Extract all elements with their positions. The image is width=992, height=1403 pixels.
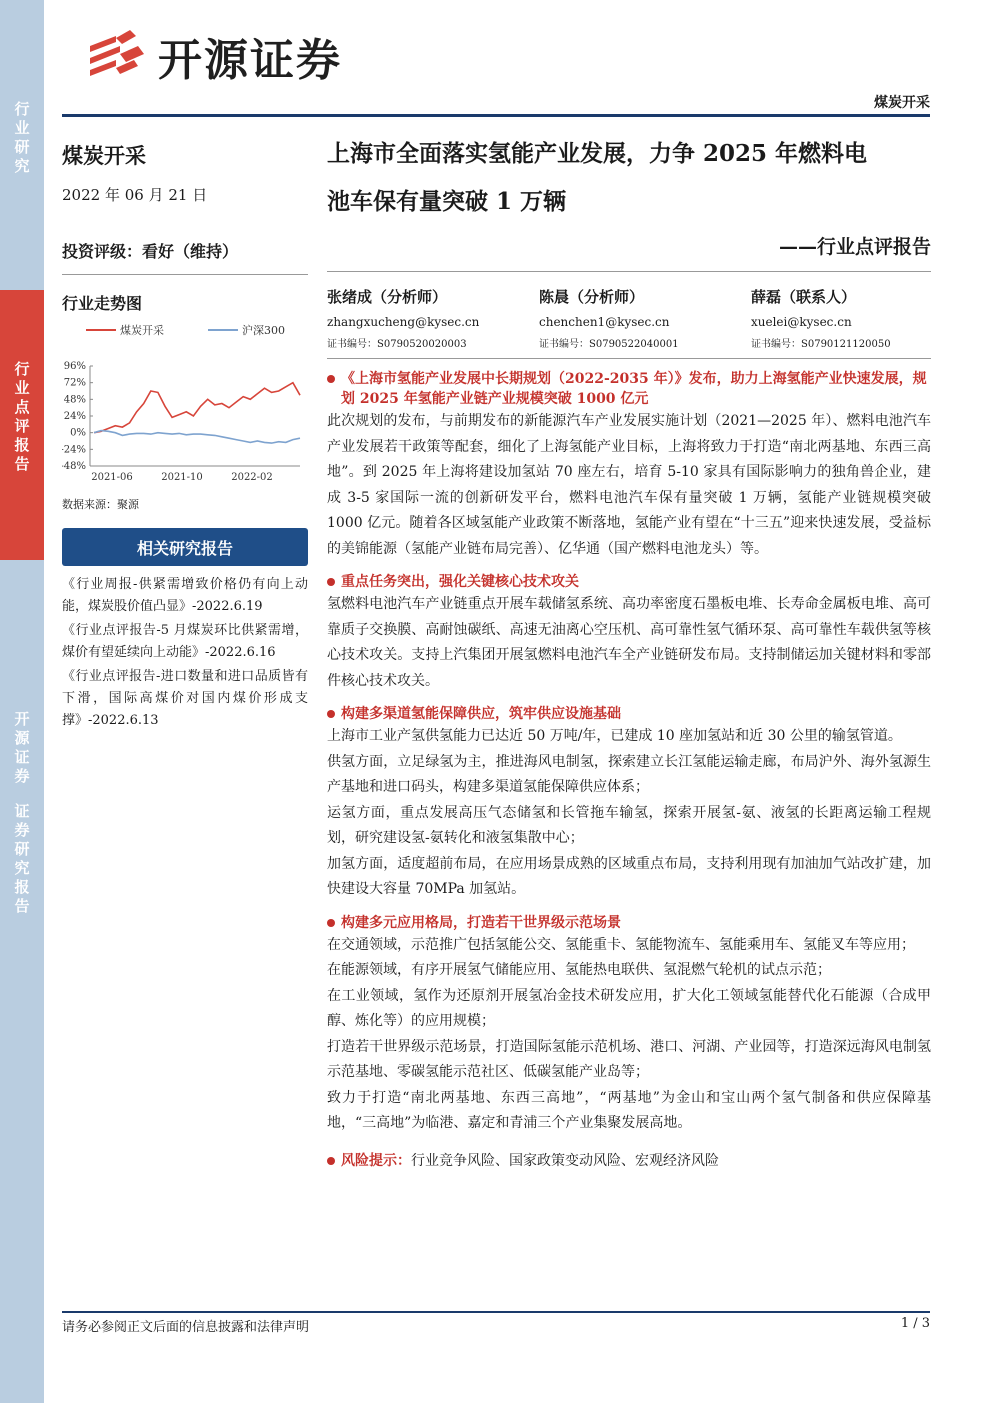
risk-heading: 风险提示： <box>341 1152 411 1169</box>
chart-source: 数据来源：聚源 <box>62 498 139 511</box>
logo-text: 开源证券 <box>158 35 342 86</box>
paragraph: 打造若干世界级示范场景，打造国际氢能示范机场、港口、河湖、产业园等，打造深远海风电制氢示范基地、零碳氢能示范社区、低碳氢能产业岛等； <box>327 1038 931 1080</box>
side-char: 究 <box>14 859 30 877</box>
side-char: 业 <box>14 119 30 137</box>
side-char: 评 <box>14 417 30 435</box>
paragraph: 在能源领域，有序开展氢气储能应用、氢能热电联供、氢混燃气轮机的试点示范； <box>327 962 831 978</box>
footer-disclaimer: 请务必参阅正文后面的信息披露和法律声明 <box>62 1320 310 1335</box>
author-email[interactable]: xuelei@kysec.cn <box>751 315 852 329</box>
author-name: 陈晨（分析师） <box>539 288 645 306</box>
logo-mark-icon <box>86 24 150 88</box>
side-char: 研 <box>14 840 30 858</box>
side-char: 告 <box>14 897 30 915</box>
risk-warning <box>327 1151 931 1171</box>
y-tick-label: 72% <box>63 377 86 389</box>
header-industry-tag: 煤炭开采 <box>874 95 930 111</box>
report-date: 2022 年 06 月 21 日 <box>62 186 208 204</box>
section-heading-key-tasks <box>327 572 931 592</box>
author-name: 薛磊（联系人） <box>751 288 857 306</box>
paragraph: 在交通领域，示范推广包括氢能公交、氢能重卡、氢能物流车、氢能乘用车、氢能叉车等应用； <box>327 936 915 953</box>
industry-name: 煤炭开采 <box>62 143 146 168</box>
related-reports-header: 相关研究报告 <box>62 528 308 566</box>
side-label-report-type <box>0 290 44 560</box>
x-tick-label: 2022-02 <box>231 472 273 483</box>
related-report-item[interactable]: 《行业周报-供紧需增致价格仍有向上动能，煤炭股价值凸显》-2022.6.19 <box>62 577 308 614</box>
author-card <box>539 286 751 350</box>
y-tick-label: 24% <box>63 411 86 422</box>
main-column <box>327 130 931 1171</box>
bullet-icon <box>327 919 335 927</box>
investment-rating: 投资评级：看好（维持） <box>62 242 239 261</box>
paragraph: 加氢方面，适度超前布局，在应用场景成熟的区域重点布局，支持利用现有加油加气站改扩建，加快建设大容量 70MPa 加氢站。 <box>327 855 931 897</box>
author-card <box>327 286 539 350</box>
author-name: 张绪成（分析师） <box>327 288 448 306</box>
section-heading-text: 重点任务突出，强化关键核心技术攻关 <box>341 574 579 590</box>
side-char: 券 <box>14 821 30 839</box>
author-email[interactable]: zhangxucheng@kysec.cn <box>327 315 480 329</box>
legend-label: 煤炭开采 <box>120 324 164 337</box>
paragraph: 上海市工业产氢供氢能力已达近 50 万吨/年，已建成 10 座加氢站和近 30 公里的输氢管道。 <box>327 728 902 744</box>
side-char: 行 <box>14 360 30 378</box>
side-label-industry-research <box>0 100 44 290</box>
report-title <box>327 130 931 226</box>
paragraph: 供氢方面，立足绿氢为主，推进海风电制氢，探索建立长江氢能运输走廊，布局沪外、海外氢源生产基地和进口码头，构建多渠道氢能保障供应体系； <box>327 753 931 795</box>
author-cert: 证书编号：S0790522040001 <box>539 339 679 350</box>
side-char: 源 <box>14 729 30 747</box>
page-number: 1 / 3 <box>900 1316 930 1331</box>
section-heading-applications <box>327 913 931 933</box>
paragraph: 氢燃料电池汽车产业链重点开展车载储氢系统、高功率密度石墨板电堆、长寿命金属板电堆、高可靠质子交换膜、高耐蚀碳纸、高速无油离心空压机、高可靠性氢气循环泵、高可靠性车载供氢等核心技术攻关。支持上汽集团开展氢燃料电池汽车全产业链研发布局。支持制储运加关键材料和零部件核心技术攻关。 <box>327 596 931 689</box>
side-label-company <box>0 560 44 1403</box>
bullet-icon <box>327 710 335 718</box>
header-divider <box>62 114 930 117</box>
divider <box>62 274 308 275</box>
y-tick-label: 48% <box>63 394 86 406</box>
legend-label: 沪深300 <box>242 324 285 337</box>
series-line-coal <box>94 383 300 433</box>
side-char: 报 <box>14 878 30 896</box>
bullet-icon <box>327 375 335 383</box>
side-char: 点 <box>14 398 30 416</box>
related-report-item[interactable]: 《行业点评报告-5 月煤炭环比供紧需增，煤价有望延续向上动能》-2022.6.16 <box>62 623 308 660</box>
paragraph: 在工业领域，氢作为还原剂开展氢冶金技术研发应用，扩大化工领域氢能替代化石能源（合成甲醇、炼化等）的应用规模； <box>327 987 931 1029</box>
y-tick-label: 96% <box>63 361 86 372</box>
side-char: 研 <box>14 138 30 156</box>
side-char: 业 <box>14 379 30 397</box>
report-type: ——行业点评报告 <box>778 236 931 258</box>
risk-text: 行业竞争风险、国家政策变动风险、宏观经济风险 <box>411 1152 719 1169</box>
bullet-icon <box>327 578 335 586</box>
side-char: 证 <box>14 748 30 766</box>
trend-chart-svg <box>62 322 308 492</box>
authors <box>327 286 931 350</box>
author-cert: 证书编号：S0790121120050 <box>751 339 891 350</box>
report-title-line-2: 池车保有量突破 1 万辆 <box>327 188 567 215</box>
divider <box>327 358 931 359</box>
x-tick-label: 2021-06 <box>91 472 133 483</box>
section-heading-plan <box>327 369 931 409</box>
side-char: 券 <box>14 767 30 785</box>
author-email[interactable]: chenchen1@kysec.cn <box>539 315 670 329</box>
divider <box>327 271 931 272</box>
company-logo <box>86 24 342 88</box>
y-tick-label: 0% <box>70 427 86 439</box>
paragraph: 运氢方面，重点发展高压气态储氢和长管拖车输氢，探索开展氢-氨、液氢的长距离运输工程规划，研究建设氢-氨转化和液氢集散中心； <box>327 804 931 846</box>
side-char: 开 <box>14 710 30 728</box>
side-char: 行 <box>14 100 30 118</box>
trend-chart-title: 行业走势图 <box>62 294 143 313</box>
paragraph: 此次规划的发布，与前期发布的新能源汽车产业发展实施计划（2021—2025 年）、燃料电池汽车产业发展若干政策等配套，细化了上海氢能产业目标，上海将致力于打造“南北两基地、东西三高地”。到 2025 年上海将建设加氢站 70 座左右，培育 5-10 家具有国际影响力的独角兽企业，建成 3-5 家国际一流的创新研发平台，燃料电池汽车保有量突破 1 万辆，氢能产业链规模突破 1000 亿元。随着各区域氢能产业政策不断落地，氢能产业有望在“十三五”迎来快速发展，受益标的美锦能源（氢能产业链布局完善）、亿华通（国产燃料电池龙头）等。 <box>327 413 931 557</box>
related-report-item[interactable]: 《行业点评报告-进口数量和进口品质皆有下滑，国际高煤价对国内煤价形成支撑》-2022.6.13 <box>62 669 308 728</box>
left-column <box>62 130 308 734</box>
report-title-line-1: 上海市全面落实氢能产业发展，力争 2025 年燃料电 <box>327 140 868 167</box>
y-tick-label: -48% <box>62 461 86 472</box>
side-char: 报 <box>14 436 30 454</box>
side-char: 究 <box>14 157 30 175</box>
series-line-hs300 <box>94 431 300 444</box>
author-card <box>751 286 931 350</box>
y-tick-label: -24% <box>62 444 86 456</box>
footer-divider <box>62 1311 930 1313</box>
section-heading-text: 构建多渠道氢能保障供应，筑牢供应设施基础 <box>341 706 621 722</box>
side-char: 告 <box>14 455 30 473</box>
bullet-icon <box>327 1157 335 1165</box>
section-heading-supply <box>327 704 931 724</box>
section-heading-text: 《上海市氢能产业发展中长期规划（2022-2035 年）》发布，助力上海氢能产业快速发展，规划 2025 年氢能产业链产业规模突破 1000 亿元 <box>341 371 927 407</box>
side-char: 证 <box>14 802 30 820</box>
trend-chart <box>62 322 308 492</box>
section-heading-text: 构建多元应用格局，打造若干世界级示范场景 <box>341 914 621 931</box>
author-cert: 证书编号：S0790520020003 <box>327 339 467 350</box>
paragraph: 致力于打造“南北两基地、东西三高地”，“两基地”为金山和宝山两个氢气制备和供应保障基地，“三高地”为临港、嘉定和青浦三个产业集聚发展高地。 <box>327 1089 931 1131</box>
related-reports-list <box>62 574 308 732</box>
x-tick-label: 2021-10 <box>161 472 203 483</box>
